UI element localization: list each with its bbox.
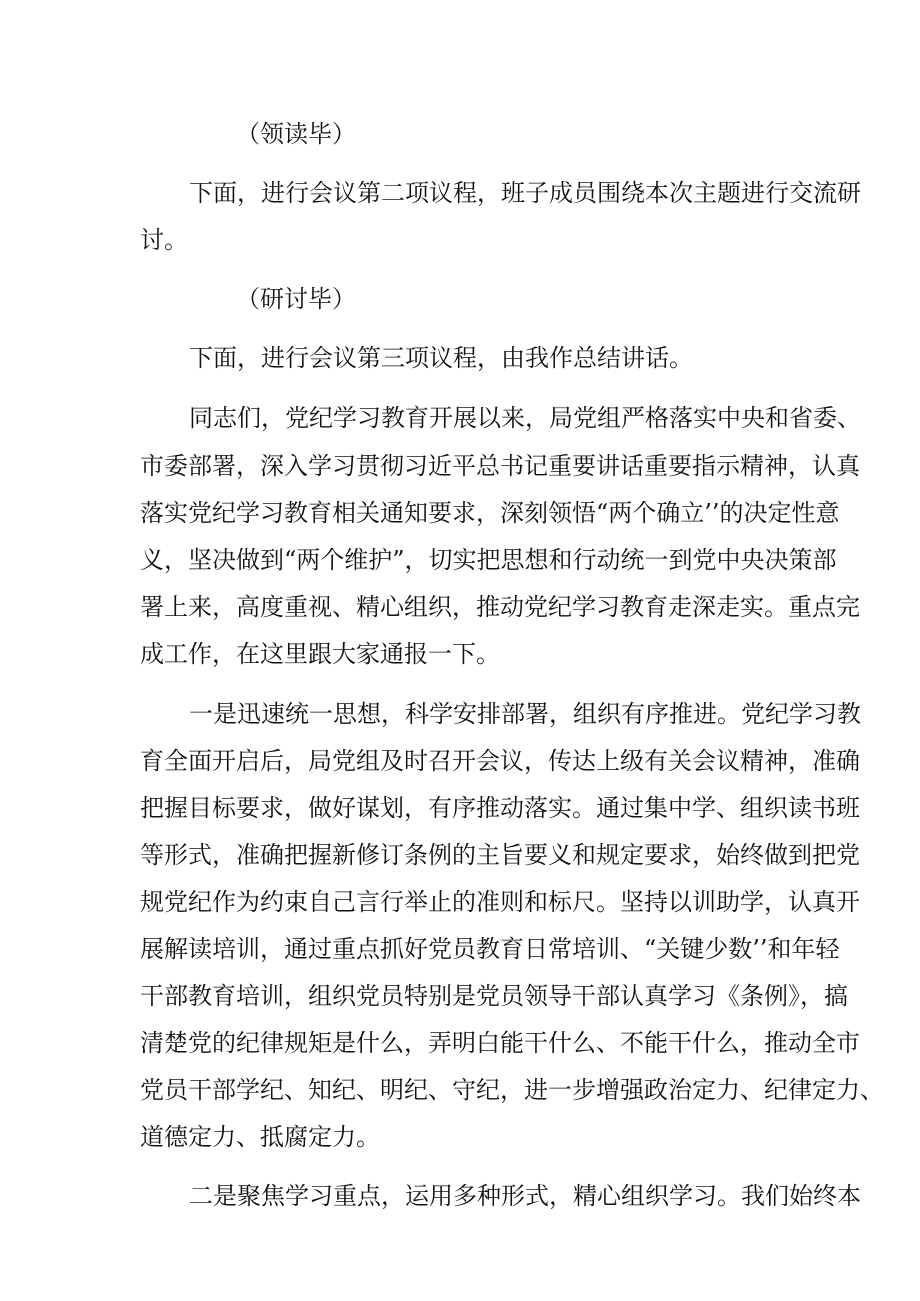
text-line: （研讨毕）: [236, 285, 356, 313]
text-line: 署上来，高度重视、精心组织，推动党纪学习教育走深走实。重点完: [140, 593, 860, 621]
text-line: 落实党纪学习教育相关通知要求，深刻领悟“两个确立’’的决定性意: [140, 499, 840, 527]
text-line: 党员干部学纪、知纪、明纪、守纪，进一步增强政治定力、纪律定力、: [140, 1076, 884, 1104]
text-line: 二是聚焦学习重点，运用多种形式，精心组织学习。我们始终本: [189, 1182, 861, 1210]
text-line: 义，坚决做到“两个维护”，切实把思想和行动统一到党中央决策部: [140, 546, 837, 574]
text-line: 下面，进行会议第三项议程，由我作总结讲话。: [189, 344, 693, 372]
text-line: 成工作，在这里跟大家通报一下。: [140, 640, 500, 668]
text-line: 展解读培训，通过重点抓好党员教育日常培训、“关键少数’’和年轻: [140, 935, 840, 963]
text-line: 下面，进行会议第二项议程，班子成员围绕本次主题进行交流研: [189, 179, 861, 207]
text-line: 等形式，准确把握新修订条例的主旨要义和规定要求，始终做到把党: [140, 841, 860, 869]
text-line: 把握目标要求，做好谋划，有序推动落实。通过集中学、组织读书班: [140, 794, 860, 822]
text-line: 育全面开启后，局党组及时召开会议，传达上级有关会议精神，准确: [140, 747, 860, 775]
text-line: 市委部署，深入学习贯彻习近平总书记重要讲话重要指示精神，认真: [140, 452, 860, 480]
text-line: 干部教育培训，组织党员特别是党员领导干部认真学习《条例》，搞: [140, 982, 848, 1010]
text-line: 清楚党的纪律规矩是什么，弄明白能干什么、不能干什么，推动全市: [140, 1029, 860, 1057]
text-line: 规党纪作为约束自己言行举止的准则和标尺。坚持以训助学，认真开: [140, 888, 860, 916]
text-line: 道德定力、抵腐定力。: [140, 1123, 380, 1151]
text-line: 一是迅速统一思想，科学安排部署，组织有序推进。党纪学习教: [189, 700, 861, 728]
text-line: 讨。: [140, 226, 188, 254]
text-line: （领读毕）: [236, 120, 356, 148]
text-line: 同志们，党纪学习教育开展以来，局党组严格落实中央和省委、: [189, 404, 861, 432]
